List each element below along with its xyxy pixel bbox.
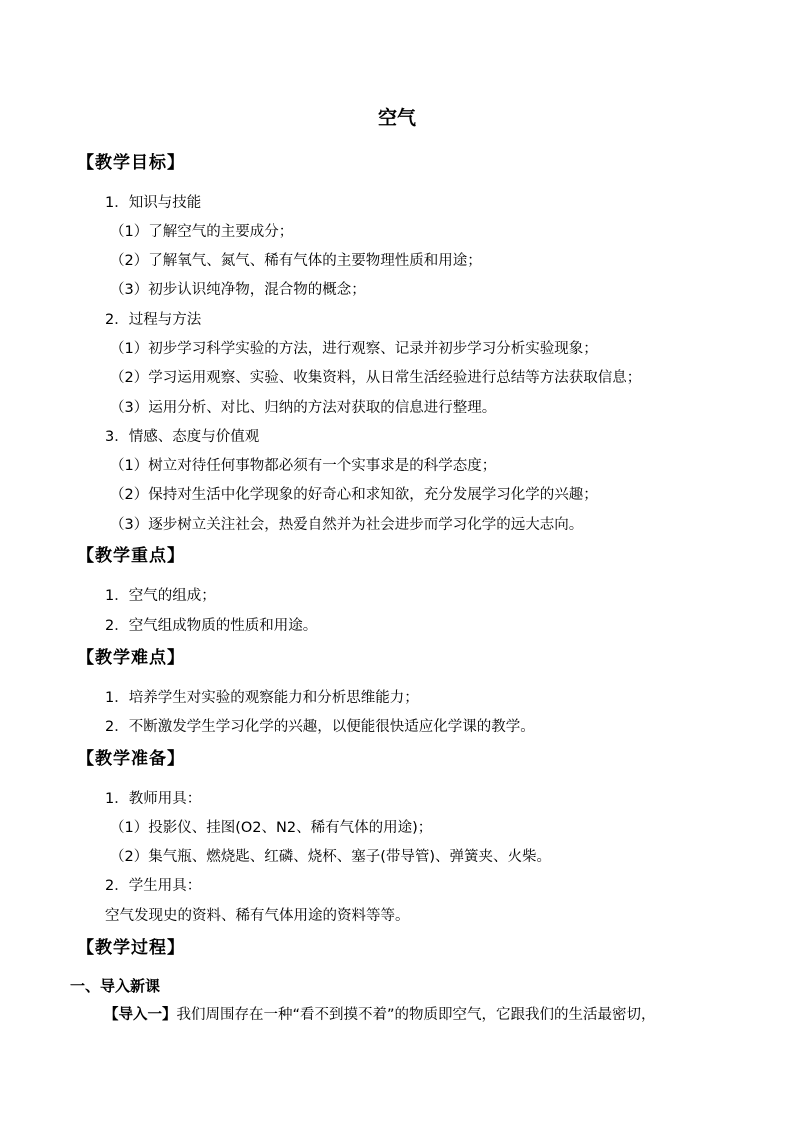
- goal-line: （1）树立对待任何事物都必须有一个实事求是的科学态度；: [110, 458, 497, 474]
- preparation-line: （1）投影仪、挂图(O2、N2、稀有气体的用途)；: [110, 820, 433, 836]
- process-intro-paragraph: [104, 1003, 656, 1024]
- preparation-line: 2．学生用具：: [105, 878, 202, 894]
- intro-text: 我们周围存在一种“看不到摸不着”的物质即空气，它跟我们的生活最密切，: [176, 1007, 656, 1023]
- process-subheading: 一、导入新课: [70, 977, 161, 995]
- section-heading-process: 【教学过程】: [77, 938, 185, 958]
- goal-line: （3）逐步树立关注社会，热爱自然并为社会进步而学习化学的远大志向。: [110, 517, 584, 533]
- preparation-line: 空气发现史的资料、稀有气体用途的资料等等。: [105, 908, 410, 924]
- goal-line: 1．知识与技能: [105, 195, 202, 211]
- difficulty-line: 2．不断激发学生学习化学的兴趣，以便能很快适应化学课的教学。: [105, 719, 535, 735]
- goal-line: （2）学习运用观察、实验、收集资料，从日常生活经验进行总结等方法获取信息；: [110, 370, 642, 386]
- intro-label: 【导入一】: [104, 1007, 177, 1023]
- key-point-line: 2．空气组成物质的性质和用途。: [105, 618, 318, 634]
- preparation-line: （2）集气瓶、燃烧匙、红磷、烧杯、塞子(带导管)、弹簧夹、火柴。: [110, 849, 552, 865]
- goal-line: （3）运用分析、对比、归纳的方法对获取的信息进行整理。: [110, 400, 497, 416]
- key-point-line: 1．空气的组成；: [105, 588, 216, 604]
- section-heading-key-points: 【教学重点】: [77, 546, 185, 566]
- goal-line: 2．过程与方法: [105, 312, 202, 328]
- preparation-line: 1．教师用具：: [105, 791, 202, 807]
- goal-line: （2）保持对生活中化学现象的好奇心和求知欲，充分发展学习化学的兴趣；: [110, 487, 598, 503]
- section-heading-difficulties: 【教学难点】: [77, 648, 185, 668]
- goal-line: （1）了解空气的主要成分；: [110, 224, 294, 240]
- section-heading-preparation: 【教学准备】: [77, 749, 185, 769]
- page-title: 空气: [377, 107, 416, 129]
- goal-line: （1）初步学习科学实验的方法，进行观察、记录并初步学习分析实验现象；: [110, 341, 598, 357]
- goal-line: 3．情感、态度与价值观: [105, 429, 260, 445]
- section-heading-goals: 【教学目标】: [77, 153, 185, 173]
- goal-line: （3）初步认识纯净物，混合物的概念；: [110, 282, 366, 298]
- difficulty-line: 1．培养学生对实验的观察能力和分析思维能力；: [105, 690, 419, 706]
- goal-line: （2）了解氧气、氮气、稀有气体的主要物理性质和用途；: [110, 253, 482, 269]
